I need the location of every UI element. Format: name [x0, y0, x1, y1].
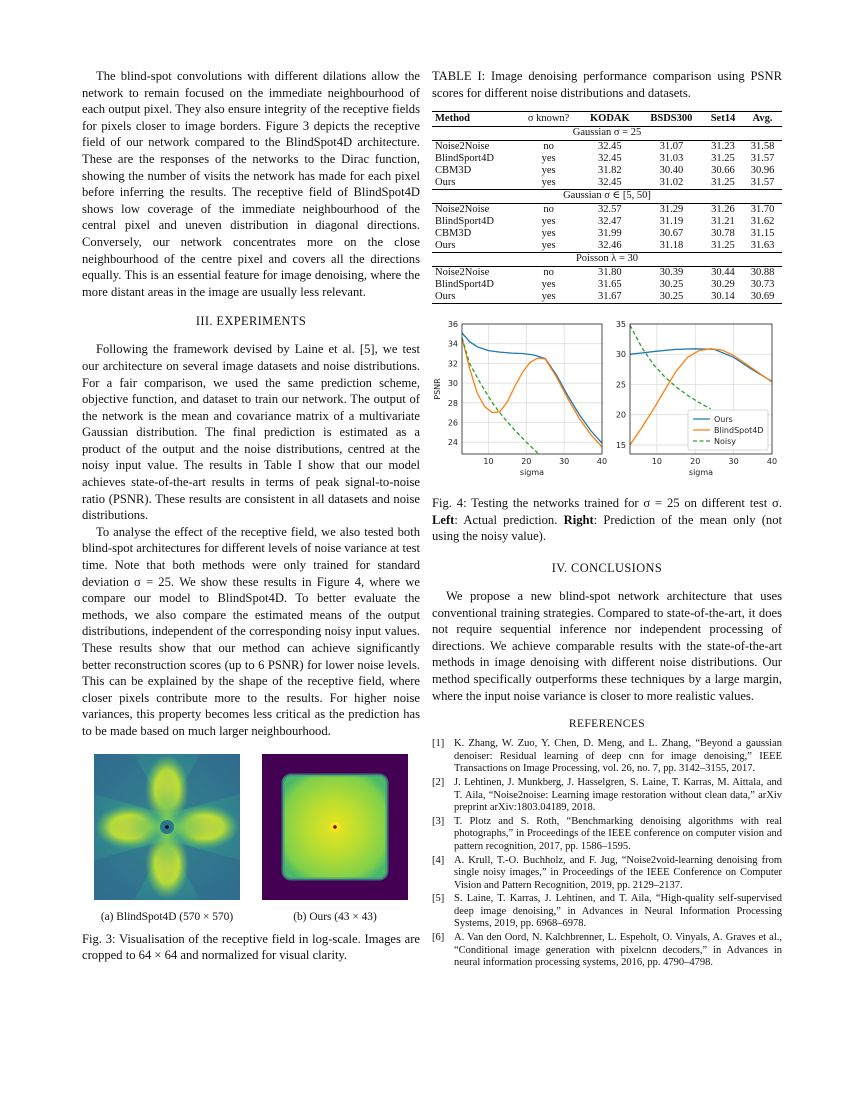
subfigure-a-caption: (a) BlindSpot4D (570 × 570)	[100, 910, 234, 923]
x-tick-label: 40	[596, 457, 608, 467]
reference-number: [2]	[432, 776, 445, 788]
figure-4-caption-text: Fig. 4: Testing the networks trained for σ = 25 on different test σ.	[432, 496, 782, 511]
reference-number: [6]	[432, 932, 445, 944]
table-group-title: Gaussian σ ∈ [5, 50]	[432, 190, 782, 203]
x-tick-label: 10	[651, 457, 662, 467]
table-row	[432, 165, 782, 177]
figure-4-caption-left: Left	[432, 512, 455, 527]
table-cell: no	[543, 140, 554, 152]
table-cell: 32.57	[598, 203, 622, 215]
y-tick-label: 25	[615, 380, 626, 390]
reference-number: [3]	[432, 815, 445, 827]
table-header: Set14	[703, 112, 743, 127]
reference-text: K. Zhang, W. Zuo, Y. Chen, D. Meng, and L. Zhang, “Beyond a gaussian denoiser: Residual learning of deep cnn for image denoising,” IEEE Transactions on Image Processing, vol. 26, no. 7, pp. 3142–3155, 2017.	[454, 738, 782, 775]
x-tick-label: 30	[728, 457, 739, 467]
table-row	[432, 240, 782, 253]
table-header: Avg.	[743, 112, 782, 127]
table-row	[432, 140, 782, 153]
table-cell: CBM3D	[435, 228, 472, 240]
table-cell: no	[543, 266, 554, 278]
table-group-row	[432, 190, 782, 203]
table-cell: 31.29	[659, 203, 684, 215]
table-cell: 31.02	[659, 177, 684, 189]
table-cell: Noise2Noise	[435, 140, 490, 152]
table-cell: 30.96	[750, 165, 775, 176]
paragraph: Following the framework devised by Laine et al. [5], we test our architecture on several image datasets and noise distributions. For a fair comparison, we used the same prediction scheme, objective function, and dataset to train our network. The output of the network is the mean and covariance matrix of a multivariate Gaussian distribution. The final prediction is estimated as a product of the output and the noise distributions, centred at the noisy input value. The results in Table I show that our model achieves state-of-the-art results in terms of peak signal-to-noise ratio (PSNR). These results are consistent in all datasets and noise distributions.	[82, 342, 420, 523]
right-column	[432, 68, 782, 971]
y-tick-label: 26	[447, 418, 458, 428]
table-cell: 31.63	[750, 240, 775, 252]
table-cell: yes	[541, 215, 556, 227]
table-cell: 31.25	[711, 240, 735, 252]
table-cell: yes	[541, 177, 556, 189]
table-cell: BlindSport4D	[435, 152, 494, 164]
references-list	[432, 738, 782, 970]
table-cell: 31.58	[750, 140, 775, 152]
y-tick-label: 36	[447, 320, 458, 330]
table-cell: 32.46	[598, 240, 622, 252]
table-cell: 30.14	[711, 291, 735, 303]
reference-item	[432, 932, 782, 970]
series-line-noisy	[630, 325, 711, 409]
table-row	[432, 203, 782, 216]
table-group-title: Poisson λ = 30	[432, 253, 782, 266]
table-row	[432, 279, 782, 291]
x-axis-label: sigma	[688, 468, 714, 478]
table-cell: 31.82	[598, 165, 622, 176]
table-cell: Noise2Noise	[435, 266, 490, 278]
y-tick-label: 34	[447, 339, 458, 349]
conclusions-paragraph: We propose a new blind-spot network architecture that uses conventional training strategies. Compared to state-of-the-art, it does not require sequential inference nor independent processing of directions. We achieve comparable results with the state-of-the-art methods in image denoising with different noise distributions. Our method specifically outperforms these techniques by a large margin, where the input noise variance is closer to more realistic values.	[432, 589, 782, 703]
table-cell: 31.25	[711, 152, 735, 164]
reference-text: A. Krull, T.-O. Buchholz, and F. Jug, “Noise2void-learning denoising from single noisy images,” in Proceedings of the IEEE Conference on Computer Vision and Pattern Recognition, 2019, pp. 2129–2137.	[454, 854, 782, 891]
table-cell: yes	[541, 240, 556, 252]
table-row	[432, 266, 782, 279]
x-tick-label: 30	[559, 457, 570, 467]
reference-item	[432, 777, 782, 815]
table-cell: 32.45	[598, 152, 622, 164]
reference-item	[432, 893, 782, 931]
y-tick-label: 20	[615, 410, 626, 420]
table-cell: 30.25	[659, 278, 684, 290]
figure-4-caption-text: : Actual prediction.	[454, 512, 564, 527]
figure-4-caption	[432, 495, 782, 545]
table-cell: 31.21	[711, 215, 735, 227]
table-row	[432, 228, 782, 240]
y-axis-label: PSNR	[433, 378, 442, 400]
table-cell: 30.88	[750, 266, 775, 278]
table-cell: yes	[541, 228, 556, 240]
table-cell: 30.25	[659, 291, 684, 303]
y-tick-label: 15	[615, 441, 626, 451]
table-cell: 32.45	[598, 177, 622, 189]
table-cell: Noise2Noise	[435, 203, 490, 215]
reference-item	[432, 855, 782, 893]
table-cell: 31.07	[659, 140, 684, 152]
legend-label: BlindSpot4D	[714, 426, 764, 436]
table-cell: yes	[541, 152, 556, 164]
table-group-row	[432, 127, 782, 140]
table-cell: 31.99	[598, 228, 622, 240]
subfigure-b	[262, 754, 408, 923]
reference-item	[432, 816, 782, 854]
section-title-experiments: III. EXPERIMENTS	[195, 314, 307, 329]
figure-4	[432, 318, 782, 545]
table-cell: 32.45	[598, 140, 622, 152]
section-title-conclusions: IV. CONCLUSIONS	[551, 561, 663, 576]
table-cell: no	[543, 203, 554, 215]
x-tick-label: 40	[766, 457, 778, 467]
table-cell: 30.66	[711, 165, 735, 176]
figure-4-caption-right: Right	[563, 512, 594, 527]
reference-number: [1]	[432, 738, 445, 750]
table-header-row	[432, 112, 782, 127]
table-cell: 30.78	[711, 228, 735, 240]
table-cell: Ours	[435, 177, 456, 189]
table-cell: 31.57	[750, 152, 775, 164]
table-cell: 31.15	[750, 228, 775, 240]
table-cell: 31.26	[711, 203, 735, 215]
figure-3-caption: Fig. 3: Visualisation of the receptive field in log-scale. Images are cropped to 64 × 64 and normalized for visual clarity.	[82, 931, 420, 963]
x-tick-label: 20	[690, 457, 701, 467]
y-tick-label: 30	[447, 379, 458, 389]
table-cell: 31.57	[750, 177, 775, 189]
table-cell: 31.70	[750, 203, 775, 215]
table-cell: 31.62	[750, 215, 775, 227]
y-tick-label: 30	[615, 350, 626, 360]
table-group-row	[432, 253, 782, 266]
table-cell: BlindSport4D	[435, 215, 494, 227]
reference-text: J. Lehtinen, J. Munkberg, J. Hasselgren, S. Laine, T. Karras, M. Aittala, and T. Aila, “Noise2noise: Learning image restoration without clean data,” arXiv preprint arXiv:1803.04189, 2018.	[454, 776, 782, 814]
table-cell: 31.65	[598, 278, 622, 290]
table-cell: 30.44	[711, 266, 735, 278]
table-cell: 31.03	[659, 152, 684, 164]
subfigure-a	[94, 754, 240, 923]
table-cell: 31.19	[659, 215, 684, 227]
table-header: BSDS300	[640, 112, 703, 127]
table-header: Method	[432, 112, 517, 127]
table-header: σ known?	[517, 112, 579, 127]
table-row	[432, 153, 782, 165]
table-row	[432, 291, 782, 304]
paragraph: To analyse the effect of the receptive field, we also tested both blind-spot architectures for different levels of noise variance at test time. Note that both methods were only trained for standard deviation σ = 25. We show these results in Figure 4, where we compare our model to BlindSpot4D. To better evaluate the methods, we also compare the estimated means of the output distributions, independent of the corresponding noisy input values. These results show that our method can achieve significantly better reconstruction scores (up to 6 PSNR) for lower noise levels. This can be explained by the shape of the receptive field, where closer pixels contribute more to the results. For higher noise variances, this property becomes less critical as the prediction has to be made based on much larger neighbourhood.	[82, 524, 420, 738]
table-cell: Ours	[435, 240, 456, 252]
table-cell: Ours	[435, 291, 456, 303]
section-title-references: REFERENCES	[568, 718, 646, 731]
table-cell: 30.73	[750, 278, 775, 290]
table-cell: 32.47	[598, 215, 622, 227]
table-cell: 30.39	[659, 266, 684, 278]
table-cell: 31.80	[598, 266, 622, 278]
table-row	[432, 216, 782, 228]
table-cell: yes	[541, 278, 556, 290]
table-cell: 31.23	[711, 140, 735, 152]
table-cell: 30.69	[750, 291, 775, 303]
table-row	[432, 177, 782, 190]
table-header: KODAK	[580, 112, 640, 127]
table-cell: 31.67	[598, 291, 622, 303]
reference-text: T. Plotz and S. Roth, “Benchmarking denoising algorithms with real photographs,” in Proceedings of the IEEE conference on computer vision and pattern recognition, 2017, pp. 1586–1595.	[454, 815, 782, 852]
table-group-title: Gaussian σ = 25	[432, 127, 782, 140]
table-cell: CBM3D	[435, 165, 472, 176]
table-cell: 31.18	[659, 240, 684, 252]
figure-4-caption-text: : Prediction of the mean only (not using the noisy value).	[432, 512, 782, 544]
reference-text: S. Laine, T. Karras, J. Lehtinen, and T. Aila, “High-quality self-supervised deep image denoising,” in Advances in Neural Information Processing Systems, 2019, pp. 6968–6978.	[454, 893, 782, 930]
legend-label: Noisy	[714, 437, 737, 447]
table-1-caption: TABLE I: Image denoising performance comparison using PSNR scores for different noise distributions and datasets.	[432, 69, 782, 100]
y-tick-label: 28	[447, 399, 458, 409]
table-cell: 30.40	[659, 165, 684, 176]
figure-3	[82, 754, 420, 964]
table-cell: 31.25	[711, 177, 735, 189]
table-cell: BlindSport4D	[435, 278, 494, 290]
receptive-field-ours-image	[262, 754, 408, 900]
table-cell: 30.29	[711, 278, 735, 290]
legend-label: Ours	[714, 415, 733, 425]
series-line-ours	[630, 349, 772, 382]
x-axis-label: sigma	[519, 468, 545, 478]
results-table	[432, 111, 782, 304]
y-tick-label: 35	[615, 320, 626, 330]
reference-number: [5]	[432, 893, 445, 905]
y-tick-label: 24	[447, 438, 458, 448]
left-column	[82, 68, 420, 964]
x-tick-label: 10	[483, 457, 494, 467]
reference-item	[432, 738, 782, 776]
reference-number: [4]	[432, 854, 445, 866]
table-cell: yes	[541, 165, 556, 176]
figure-4-plots	[432, 318, 782, 486]
subfigure-b-caption: (b) Ours (43 × 43)	[293, 910, 377, 923]
reference-text: A. Van den Oord, N. Kalchbrenner, L. Espeholt, O. Vinyals, A. Graves et al., “Conditional image generation with pixelcnn decoders,” in Advances in neural information processing systems, 2016, pp. 4790–4798.	[454, 932, 782, 969]
x-tick-label: 20	[521, 457, 532, 467]
y-tick-label: 32	[447, 359, 458, 369]
table-cell: 30.67	[659, 228, 684, 240]
receptive-field-blindspot4d-image	[94, 754, 240, 900]
paragraph: The blind-spot convolutions with different dilations allow the network to remain focused on the immediate neighbourhood of each output pixel. They also ensure integrity of the receptive fields for pixels closer to image borders. Figure 3 depicts the receptive field of our network compared to the BlindSpot4D architecture. These are the responses of the networks to the Dirac function, showing the number of visits the network has made for each pixel before inferring the results. The receptive field of BlindSpot4D shows low coverage of the immediate neighbourhood of the central pixel and uneven distribution in diagonal directions. Conversely, our network concentrates more on the close neighbourhood of the centre pixel and covers all the directions equally. This is an essential feature for image denoising, where the more distant areas in the image are usually less relevant.	[82, 69, 420, 299]
table-cell: yes	[541, 291, 556, 303]
table-body	[432, 127, 782, 304]
